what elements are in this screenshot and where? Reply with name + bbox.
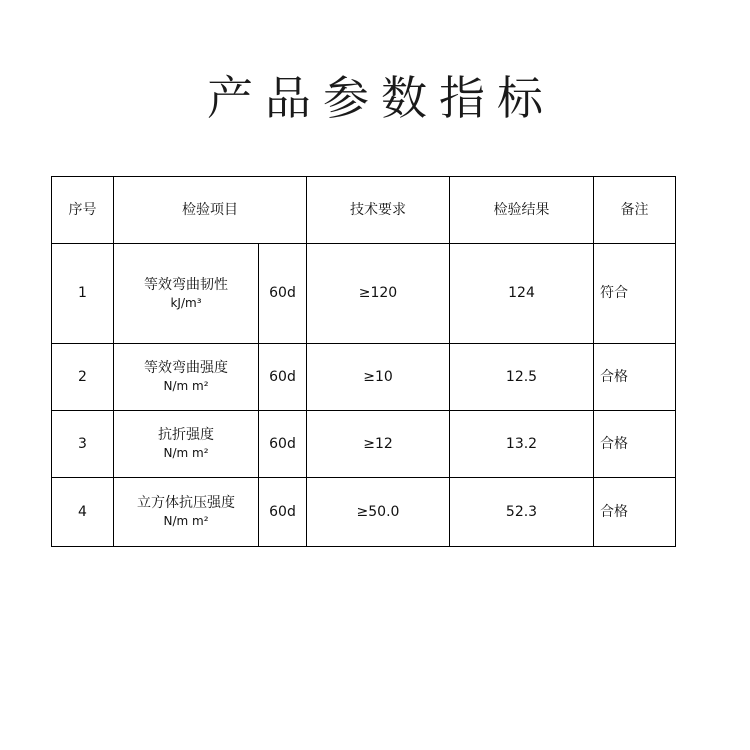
row-age: 60d <box>259 478 307 547</box>
page-title: 产品参数指标 <box>207 71 555 125</box>
row-requirement: ≥50.0 <box>307 478 450 547</box>
row-requirement: ≥12 <box>307 411 450 478</box>
row-result: 52.3 <box>450 478 594 547</box>
row-item <box>114 344 259 411</box>
item-name: 立方体抗压强度 <box>137 495 235 512</box>
row-age: 60d <box>259 344 307 411</box>
header-row <box>52 177 676 244</box>
table-row <box>52 344 676 411</box>
header-no: 序号 <box>52 177 114 244</box>
row-remark: 合格 <box>594 344 676 411</box>
row-result: 124 <box>450 244 594 344</box>
table-row <box>52 244 676 344</box>
row-item <box>114 244 259 344</box>
row-no: 1 <box>52 244 114 344</box>
header-result: 检验结果 <box>450 177 594 244</box>
item-name: 等效弯曲强度 <box>144 360 228 377</box>
row-item <box>114 478 259 547</box>
row-item <box>114 411 259 478</box>
row-no: 2 <box>52 344 114 411</box>
row-requirement: ≥120 <box>307 244 450 344</box>
row-remark: 合格 <box>594 411 676 478</box>
item-unit: kJ/m³ <box>170 295 202 310</box>
header-requirement: 技术要求 <box>307 177 450 244</box>
row-age: 60d <box>259 411 307 478</box>
row-remark: 符合 <box>594 244 676 344</box>
header-item: 检验项目 <box>114 177 307 244</box>
row-remark: 合格 <box>594 478 676 547</box>
row-no: 4 <box>52 478 114 547</box>
item-unit: N/m m² <box>163 379 209 394</box>
row-result: 13.2 <box>450 411 594 478</box>
row-no: 3 <box>52 411 114 478</box>
row-age: 60d <box>259 244 307 344</box>
item-name: 抗折强度 <box>158 427 214 444</box>
row-requirement: ≥10 <box>307 344 450 411</box>
item-name: 等效弯曲韧性 <box>144 276 228 293</box>
item-unit: N/m m² <box>163 514 209 529</box>
table-row <box>52 411 676 478</box>
parameter-table <box>51 176 676 547</box>
header-remark: 备注 <box>594 177 676 244</box>
item-unit: N/m m² <box>163 446 209 461</box>
table-row <box>52 478 676 547</box>
row-result: 12.5 <box>450 344 594 411</box>
